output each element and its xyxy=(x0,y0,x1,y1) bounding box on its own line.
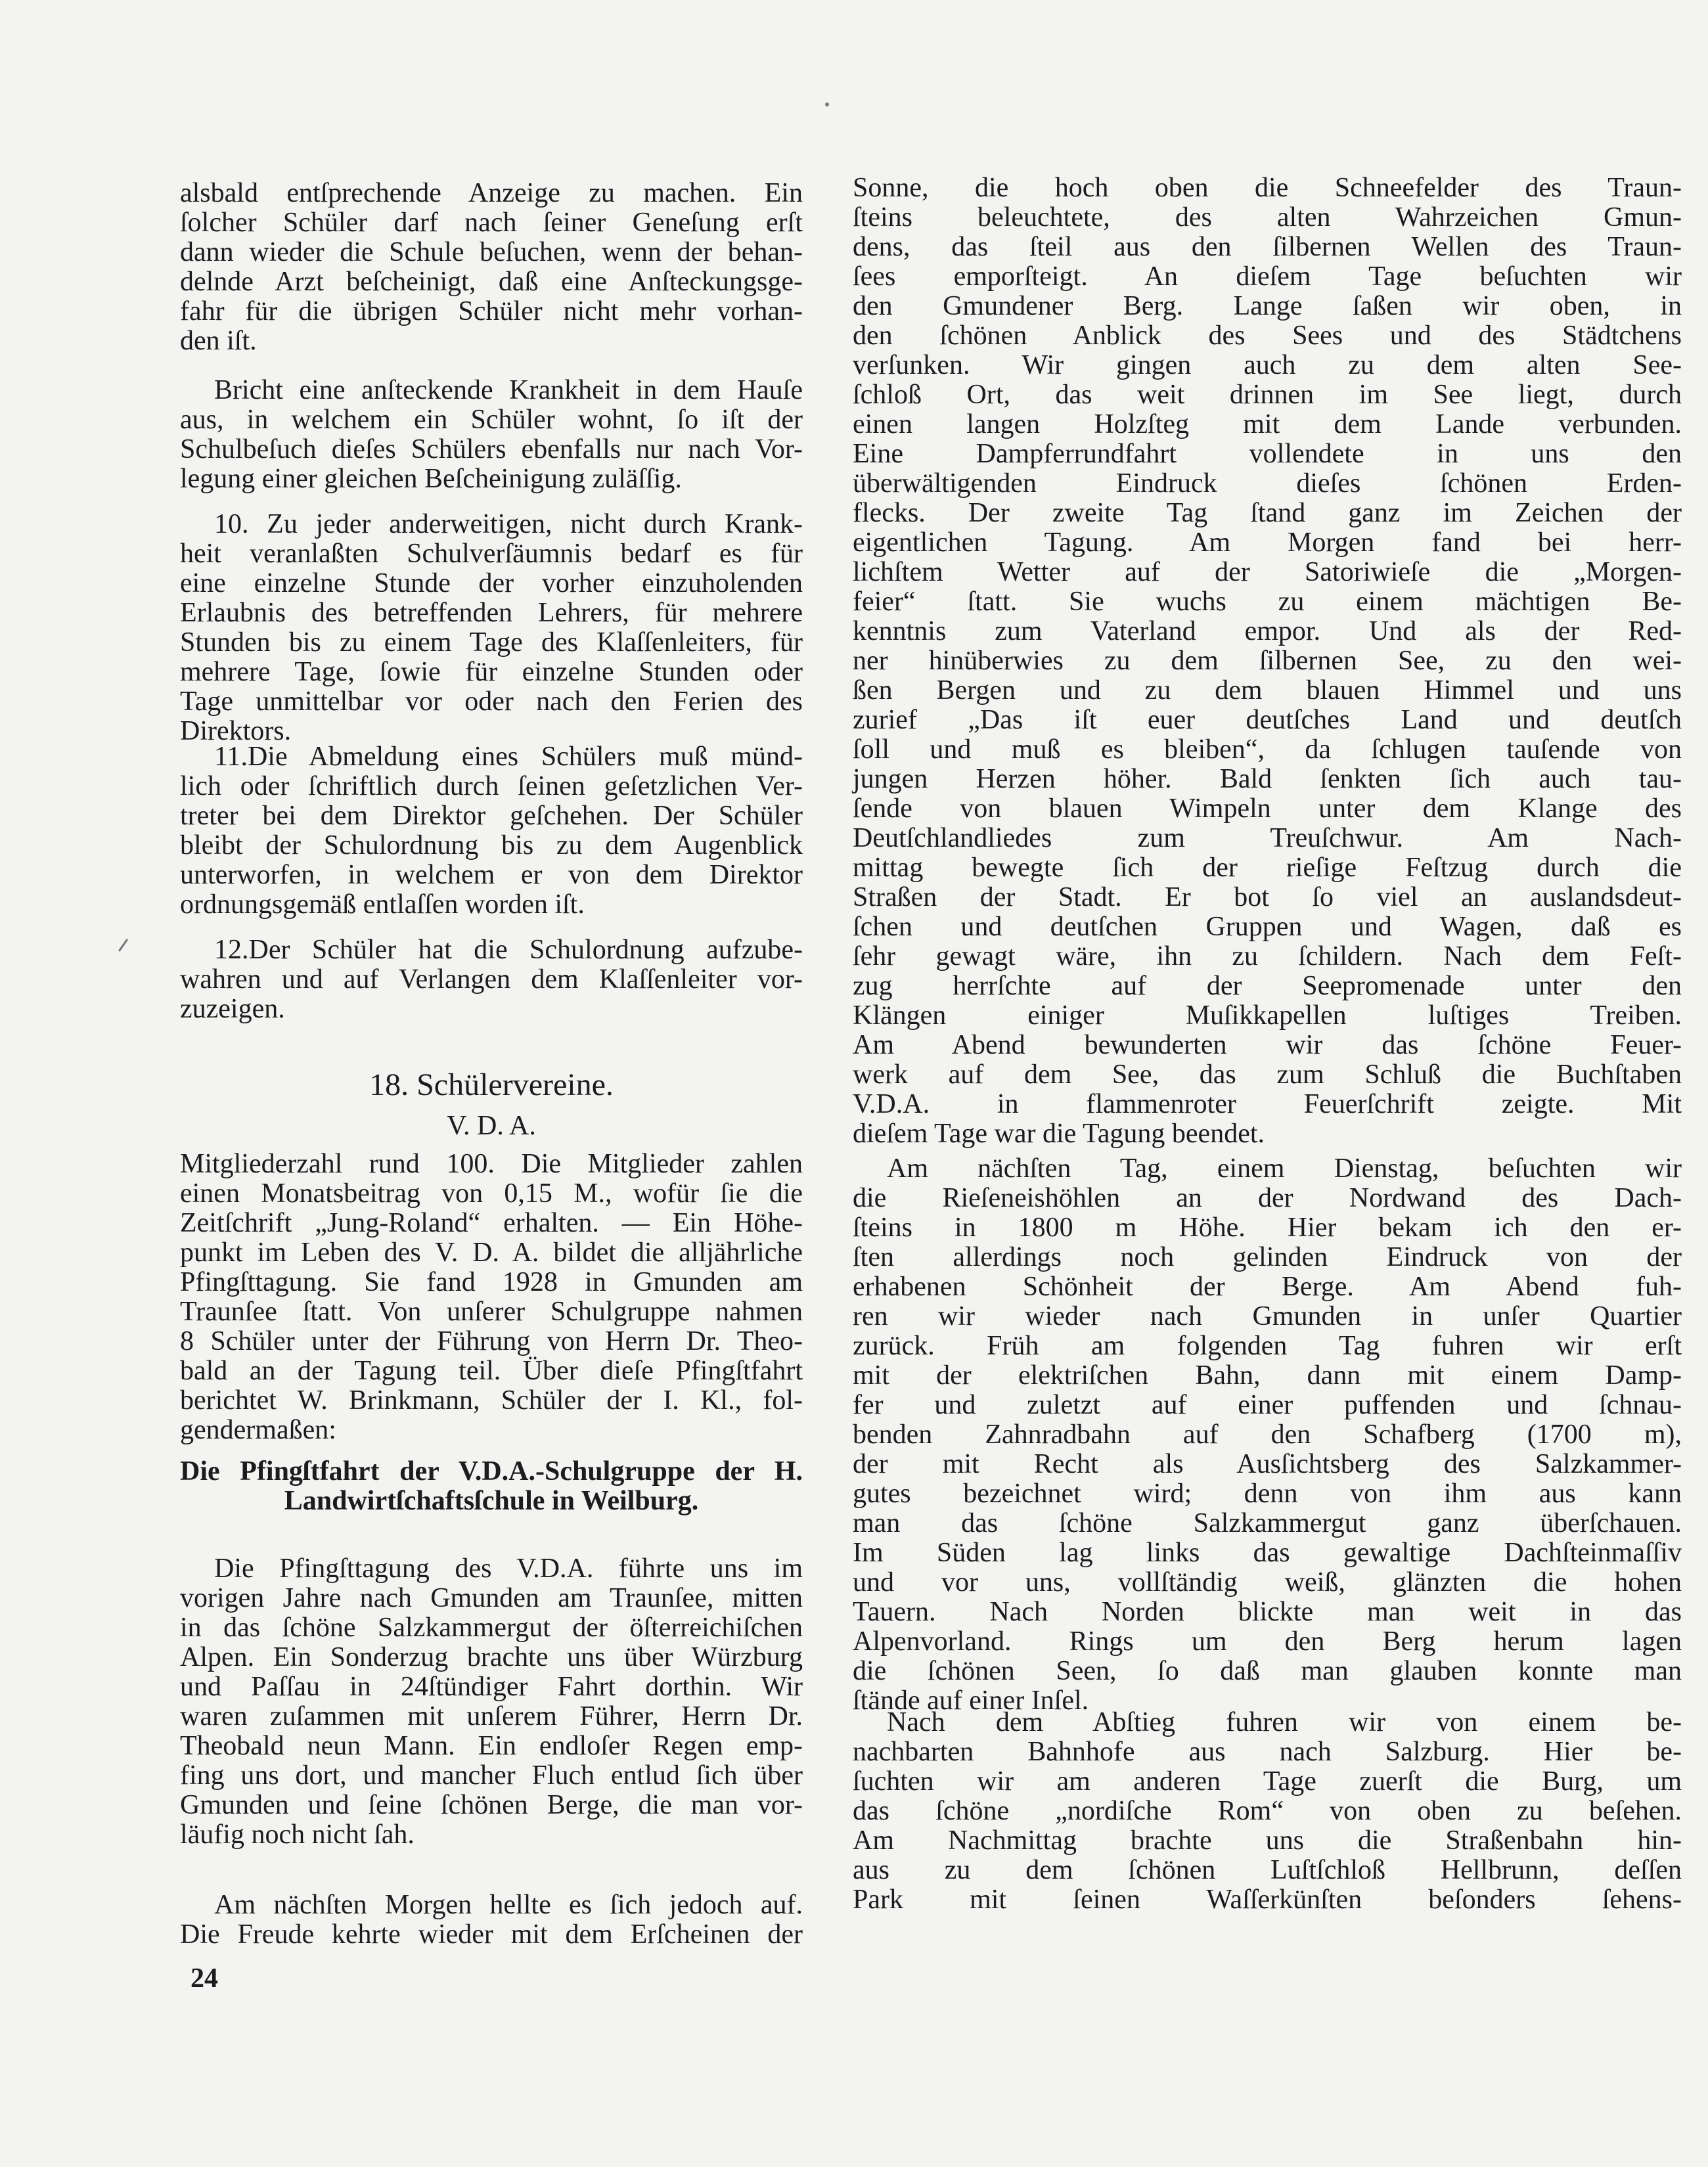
text-line: Im Süden lag links das gewaltige Dachſteinmaſſiv xyxy=(853,1538,1682,1568)
text-line: ſende von blauen Wimpeln unter dem Klange des xyxy=(853,793,1682,824)
paragraph xyxy=(180,1554,803,1850)
text-line: Die Pfingſtfahrt der V.D.A.-Schulgruppe der H. xyxy=(180,1456,803,1486)
text-line: ſchloß Ort, das weit drinnen im See liegt, durch xyxy=(853,380,1682,410)
text-line: flecks. Der zweite Tag ſtand ganz im Zeichen der xyxy=(853,498,1682,528)
text-line: verſunken. Wir gingen auch zu dem alten See- xyxy=(853,350,1682,380)
text-line: Alpen. Ein Sonderzug brachte uns über Würzburg xyxy=(180,1642,803,1672)
text-line: Schulbeſuch dieſes Schülers ebenfalls nur nach Vor- xyxy=(180,434,803,464)
text-line: wahren und auf Verlangen dem Klaſſenleiter vor- xyxy=(180,964,803,994)
text-line: 12.Der Schüler hat die Schulordnung aufzube- xyxy=(214,935,803,965)
paragraph xyxy=(180,935,803,1024)
text-line: 10. Zu jeder anderweitigen, nicht durch Krank- xyxy=(214,509,803,539)
paragraph xyxy=(180,1150,803,1445)
text-line: treter bei dem Direktor geſchehen. Der Schüler xyxy=(180,801,803,831)
text-line: einen Monatsbeitrag von 0,15 M., wofür ſie die xyxy=(180,1178,803,1209)
text-line: heit veranlaßten Schulverſäumnis bedarf es für xyxy=(180,539,803,569)
text-line: kenntnis zum Vaterland empor. Und als der Red- xyxy=(853,616,1682,646)
text-line: erhabenen Schönheit der Berge. Am Abend fuh- xyxy=(853,1272,1682,1302)
text-line: gendermaßen: xyxy=(180,1415,336,1445)
text-line: lich oder ſchriftlich durch ſeinen geſetzlichen Ver- xyxy=(180,771,803,801)
text-line: alsbald entſprechende Anzeige zu machen. Ein xyxy=(180,178,803,208)
text-line: Am Abend bewunderten wir das ſchöne Feuer- xyxy=(853,1030,1682,1060)
text-line: ſuchten wir am anderen Tage zuerſt die Burg, um xyxy=(853,1766,1682,1797)
text-line: Direktors. xyxy=(180,716,292,746)
text-line: ſteins in 1800 m Höhe. Hier bekam ich den er- xyxy=(853,1213,1682,1243)
text-line: Bricht eine anſteckende Krankheit in dem Hauſe xyxy=(214,375,803,405)
text-line: berichtet W. Brinkmann, Schüler der I. Kl., fol- xyxy=(180,1385,803,1416)
text-line: zuzeigen. xyxy=(180,994,285,1024)
print-speck xyxy=(825,102,829,106)
paragraph xyxy=(853,1708,1682,1915)
text-line: fing uns dort, und mancher Fluch entlud ſich über xyxy=(180,1760,803,1791)
text-line: dann wieder die Schule beſuchen, wenn der behan- xyxy=(180,237,803,267)
text-line: ſolcher Schüler darf nach ſeiner Geneſung erſt xyxy=(180,208,803,238)
text-line: punkt im Leben des V. D. A. bildet die alljährliche xyxy=(180,1238,803,1268)
text-line: und Paſſau in 24ſtündiger Fahrt dorthin. Wir xyxy=(180,1672,803,1702)
text-line: Nach dem Abſtieg fuhren wir von einem be- xyxy=(887,1707,1682,1737)
text-line: Landwirtſchaftsſchule in Weilburg. xyxy=(284,1486,699,1516)
text-line: mittag bewegte ſich der rieſige Feſtzug durch die xyxy=(853,853,1682,883)
article-title xyxy=(180,1457,803,1516)
text-line: Zeitſchrift „Jung-Roland“ erhalten. — Ein Höhe- xyxy=(180,1208,803,1238)
text-line: benden Zahnradbahn auf den Schafberg (1700 m), xyxy=(853,1419,1682,1450)
section-heading xyxy=(180,1065,803,1105)
text-line: legung einer gleichen Beſcheinigung zuläſſig. xyxy=(180,464,682,494)
text-line: Stunden bis zu einem Tage des Klaſſenleiters, für xyxy=(180,627,803,658)
text-line: jungen Herzen höher. Bald ſenkten ſich auch tau- xyxy=(853,764,1682,794)
text-line: Eine Dampferrundfahrt vollendete in uns den xyxy=(853,439,1682,469)
text-line: unterworfen, in welchem er von dem Direktor xyxy=(180,860,803,890)
text-line: aus zu dem ſchönen Luſtſchloß Hellbrunn, deſſen xyxy=(853,1855,1682,1885)
text-line: Die Freude kehrte wieder mit dem Erſcheinen der xyxy=(180,1919,803,1950)
text-line: Tage unmittelbar vor oder nach den Ferien des xyxy=(180,686,803,717)
text-line: Park mit ſeinen Waſſerkünſten beſonders ſehens- xyxy=(853,1885,1682,1915)
text-line: werk auf dem See, das zum Schluß die Buchſtaben xyxy=(853,1060,1682,1090)
text-line: dieſem Tage war die Tagung beendet. xyxy=(853,1119,1265,1149)
text-line: die Rieſeneishöhlen an der Nordwand des Dach- xyxy=(853,1183,1682,1213)
paragraph xyxy=(180,510,803,746)
text-line: dens, das ſteil aus den ſilbernen Wellen des Traun- xyxy=(853,232,1682,262)
text-line: vorigen Jahre nach Gmunden am Traunſee, mitten xyxy=(180,1583,803,1613)
text-line: und vor uns, vollſtändig weiß, glänzten die hohen xyxy=(853,1567,1682,1597)
text-line: V.D.A. in flammenroter Feuerſchrift zeigte. Mit xyxy=(853,1089,1682,1119)
text-line: ſchen und deutſchen Gruppen und Wagen, daß es xyxy=(853,912,1682,942)
text-line: ßen Bergen und zu dem blauen Himmel und uns xyxy=(853,675,1682,705)
text-line: läufig noch nicht ſah. xyxy=(180,1820,415,1850)
text-line: Traunſee ſtatt. Von unſerer Schulgruppe nahmen xyxy=(180,1297,803,1327)
text-line: Die Pfingſttagung des V.D.A. führte uns im xyxy=(214,1553,803,1584)
paragraph xyxy=(180,179,803,356)
text-line: den Gmundener Berg. Lange ſaßen wir oben, in xyxy=(853,291,1682,321)
text-line: Deutſchlandliedes zum Treuſchwur. Am Nach- xyxy=(853,823,1682,853)
text-line: Tauern. Nach Norden blickte man weit in das xyxy=(853,1597,1682,1627)
text-line: feier“ ſtatt. Sie wuchs zu einem mächtigen Be- xyxy=(853,587,1682,617)
text-line: Am Nachmittag brachte uns die Straßenbahn hin- xyxy=(853,1825,1682,1856)
paragraph xyxy=(180,376,803,494)
text-line: lichſtem Wetter auf der Satoriwieſe die „Morgen- xyxy=(853,557,1682,587)
paragraph xyxy=(180,1890,803,1950)
text-line: bleibt der Schulordnung bis zu dem Augenblick xyxy=(180,830,803,860)
text-line: Pfingſttagung. Sie fand 1928 in Gmunden am xyxy=(180,1267,803,1297)
text-line: man das ſchöne Salzkammergut ganz überſchauen. xyxy=(853,1508,1682,1538)
text-line: Theobald neun Mann. Ein endloſer Regen emp- xyxy=(180,1731,803,1761)
text-line: Klängen einiger Muſikkapellen luſtiges Treiben. xyxy=(853,1000,1682,1031)
text-line: Sonne, die hoch oben die Schneefelder des Traun- xyxy=(853,173,1682,203)
text-line: 11.Die Abmeldung eines Schülers muß münd- xyxy=(214,742,803,772)
text-line: in das ſchöne Salzkammergut der öſterreichiſchen xyxy=(180,1613,803,1643)
page-number: 24 xyxy=(191,1963,218,1994)
text-line: Alpenvorland. Rings um den Berg herum lagen xyxy=(853,1626,1682,1657)
text-line: mehrere Tage, ſowie für einzelne Stunden oder xyxy=(180,657,803,687)
text-line: den iſt. xyxy=(180,326,257,356)
text-line: der mit Recht als Ausſichtsberg des Salzkammer- xyxy=(853,1449,1682,1479)
text-line: ſehr gewagt wäre, ihn zu ſchildern. Nach dem Feſt- xyxy=(853,941,1682,972)
text-line: ſten allerdings noch gelinden Eindruck von der xyxy=(853,1242,1682,1272)
paragraph xyxy=(853,1154,1682,1716)
text-line: V. D. A. xyxy=(447,1111,536,1141)
print-mark xyxy=(118,939,128,952)
text-line: nachbarten Bahnhofe aus nach Salzburg. Hier be- xyxy=(853,1737,1682,1767)
text-line: eigentlichen Tagung. Am Morgen fand bei herr- xyxy=(853,527,1682,558)
text-line: mit der elektriſchen Bahn, dann mit einem Damp- xyxy=(853,1360,1682,1391)
text-line: bald an der Tagung teil. Über dieſe Pfingſtfahrt xyxy=(180,1356,803,1386)
text-line: Am nächſten Tag, einem Dienstag, beſuchten wir xyxy=(887,1153,1682,1184)
text-line: ſtände auf einer Inſel. xyxy=(853,1686,1089,1716)
paragraph xyxy=(853,173,1682,1149)
text-line: fer und zuletzt auf einer puffenden und ſchnau- xyxy=(853,1390,1682,1420)
text-line: den ſchönen Anblick des Sees und des Städtchens xyxy=(853,321,1682,351)
text-line: ſoll und muß es bleiben“, da ſchlugen tauſende von xyxy=(853,734,1682,765)
text-line: zurief „Das iſt euer deutſches Land und deutſch xyxy=(853,705,1682,735)
text-line: Erlaubnis des betreffenden Lehrers, für mehrere xyxy=(180,598,803,628)
text-line: ordnungsgemäß entlaſſen worden iſt. xyxy=(180,889,585,920)
text-line: Am nächſten Morgen hellte es ſich jedoch auf. xyxy=(214,1890,803,1920)
text-line: gutes bezeichnet wird; denn von ihm aus kann xyxy=(853,1479,1682,1509)
text-line: ſees emporſteigt. An dieſem Tage beſuchten wir xyxy=(853,261,1682,292)
text-line: zurück. Früh am folgenden Tag fuhren wir erſt xyxy=(853,1331,1682,1361)
text-line: 18. Schülervereine. xyxy=(369,1067,614,1102)
text-line: aus, in welchem ein Schüler wohnt, ſo iſt der xyxy=(180,405,803,435)
sub-heading xyxy=(180,1111,803,1141)
text-line: delnde Arzt beſcheinigt, daß eine Anſteckungsge- xyxy=(180,267,803,297)
text-line: fahr für die übrigen Schüler nicht mehr vorhan- xyxy=(180,296,803,326)
text-line: Straßen der Stadt. Er bot ſo viel an auslandsdeut- xyxy=(853,882,1682,912)
text-line: ner hinüberwies zu dem ſilbernen See, zu den wei- xyxy=(853,646,1682,676)
text-line: Mitgliederzahl rund 100. Die Mitglieder zahlen xyxy=(180,1149,803,1179)
text-line: einen langen Holzſteg mit dem Lande verbunden. xyxy=(853,409,1682,439)
text-line: 8 Schüler unter der Führung von Herrn Dr. Theo- xyxy=(180,1326,803,1356)
text-line: Gmunden und ſeine ſchönen Berge, die man vor- xyxy=(180,1790,803,1820)
text-line: ſteins beleuchtete, des alten Wahrzeichen Gmun- xyxy=(853,202,1682,233)
text-line: zug herrſchte auf der Seepromenade unter den xyxy=(853,971,1682,1001)
text-line: eine einzelne Stunde der vorher einzuholenden xyxy=(180,568,803,598)
text-line: waren zuſammen mit unſerem Führer, Herrn Dr. xyxy=(180,1701,803,1731)
text-line: die ſchönen Seen, ſo daß man glauben konnte man xyxy=(853,1656,1682,1686)
text-line: überwältigenden Eindruck dieſes ſchönen Erden- xyxy=(853,468,1682,499)
text-line: ren wir wieder nach Gmunden in unſer Quartier xyxy=(853,1301,1682,1331)
text-line: das ſchöne „nordiſche Rom“ von oben zu beſehen. xyxy=(853,1796,1682,1826)
paragraph xyxy=(180,742,803,920)
